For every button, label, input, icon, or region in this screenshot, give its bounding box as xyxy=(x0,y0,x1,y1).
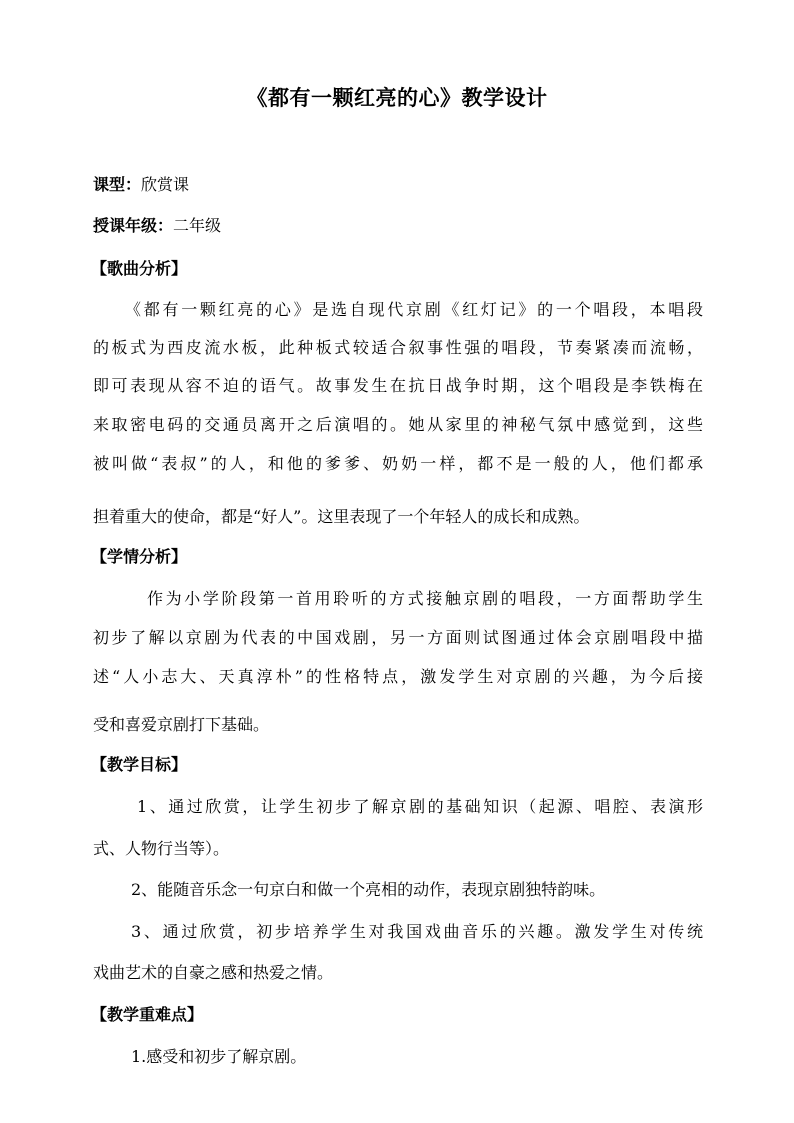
song-analysis-line-2: 的板式为西皮流水板，此种板式较适合叙事性强的唱段，节奏紧凑而流畅， xyxy=(93,338,703,357)
song-analysis-heading: 【歌曲分析】 xyxy=(91,259,188,278)
song-analysis-line-5: 被叫做“表叔”的人，和他的爹爹、奶奶一样，都不是一般的人，他们都承 xyxy=(93,454,703,473)
key-difficulties-heading: 【教学重难点】 xyxy=(91,1005,204,1024)
learner-analysis-heading: 【学情分析】 xyxy=(91,547,188,566)
grade-line xyxy=(93,213,221,236)
key-difficulties-line-1: 1.感受和初步了解京剧。 xyxy=(131,1047,307,1066)
teaching-goals-line-2: 式、人物行当等）。 xyxy=(93,839,230,858)
teaching-goals-line-5: 戏曲艺术的自豪之感和热爱之情。 xyxy=(93,963,334,982)
learner-analysis-line-3: 述“人小志大、天真淳朴”的性格特点，激发学生对京剧的兴趣，为今后接 xyxy=(93,667,703,686)
song-analysis-line-1: 《都有一颗红亮的心》是选自现代京剧《红灯记》的一个唱段，本唱段 xyxy=(125,300,703,319)
grade-label: 授课年级： xyxy=(93,216,174,235)
song-analysis-line-3: 即可表现从容不迫的语气。故事发生在抗日战争时期，这个唱段是李铁梅在 xyxy=(93,376,703,395)
teaching-goals-line-4: 3、通过欣赏，初步培养学生对我国戏曲音乐的兴趣。激发学生对传统 xyxy=(131,922,703,941)
learner-analysis-line-1: 作为小学阶段第一首用聆听的方式接触京剧的唱段，一方面帮助学生 xyxy=(147,589,703,608)
teaching-goals-heading: 【教学目标】 xyxy=(91,755,188,774)
teaching-goals-line-1: 1、通过欣赏，让学生初步了解京剧的基础知识（起源、唱腔、表演形 xyxy=(137,797,703,816)
learner-analysis-line-2: 初步了解以京剧为代表的中国戏剧，另一方面则试图通过体会京剧唱段中描 xyxy=(93,628,703,647)
song-analysis-line-4: 来取密电码的交通员离开之后演唱的。她从家里的神秘气氛中感觉到，这些 xyxy=(93,415,703,434)
teaching-goals-line-3: 2、能随音乐念一句京白和做一个亮相的动作，表现京剧独特韵味。 xyxy=(131,880,606,899)
lesson-type-label: 课型： xyxy=(93,175,142,194)
lesson-type-value: 欣赏课 xyxy=(141,175,190,194)
lesson-type-line xyxy=(93,172,189,195)
learner-analysis-line-4: 受和喜爱京剧打下基础。 xyxy=(93,715,270,734)
grade-value: 二年级 xyxy=(173,216,222,235)
document-title: 《都有一颗红亮的心》教学设计 xyxy=(246,85,548,110)
song-analysis-line-6: 担着重大的使命，都是“好人”。这里表现了一个年轻人的成长和成熟。 xyxy=(93,507,590,526)
